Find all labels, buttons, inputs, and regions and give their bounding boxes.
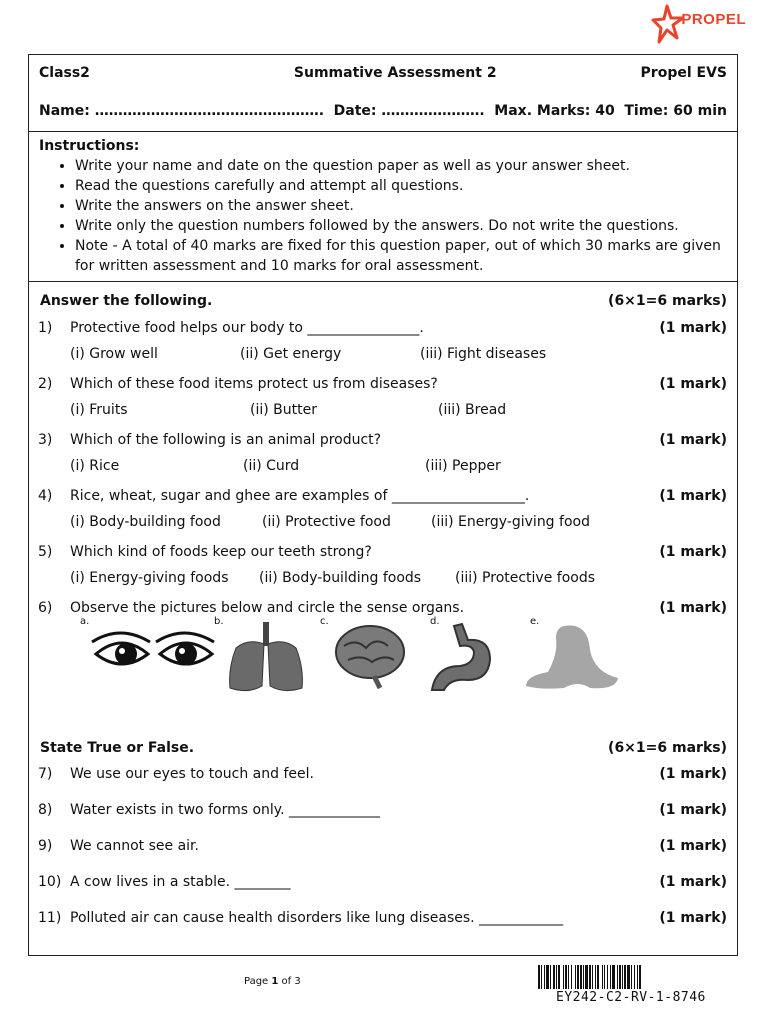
question-number: 11) bbox=[38, 910, 62, 926]
question-number: 3) bbox=[38, 432, 53, 448]
option: (ii) Butter bbox=[250, 402, 317, 418]
option: (i) Fruits bbox=[70, 402, 128, 418]
question-text: Which of the following is an animal product? bbox=[70, 432, 382, 448]
section-marks: (6×1=6 marks) bbox=[608, 740, 727, 756]
question-text: Observe the pictures below and circle the sense organs. bbox=[70, 600, 465, 616]
section-marks: (6×1=6 marks) bbox=[608, 293, 727, 309]
question-number: 8) bbox=[38, 802, 53, 818]
section-true-false bbox=[29, 740, 737, 926]
question-mark: (1 mark) bbox=[659, 874, 727, 890]
instruction-item: • Read the questions carefully and attempt all questions. bbox=[75, 176, 727, 196]
stomach-icon bbox=[432, 624, 490, 690]
question-text: We use our eyes to touch and feel. bbox=[70, 766, 314, 782]
question-text: Water exists in two forms only. _____________ bbox=[70, 802, 380, 818]
page-prefix: Page bbox=[244, 976, 272, 987]
nose-icon bbox=[526, 626, 618, 689]
paper-code: EY242-C2-RV-1-8746 bbox=[556, 990, 706, 1005]
time-limit: Time: 60 min bbox=[624, 103, 727, 119]
question-mark: (1 mark) bbox=[659, 320, 727, 336]
question bbox=[29, 874, 737, 890]
brand-name: PROPEL bbox=[681, 10, 746, 28]
option: (iii) Energy-giving food bbox=[431, 514, 590, 530]
question bbox=[29, 544, 737, 590]
page-indicator bbox=[244, 976, 301, 987]
picture-label: d. bbox=[430, 616, 440, 627]
option: (i) Rice bbox=[70, 458, 120, 474]
page-number: 1 bbox=[271, 976, 279, 987]
question-mark: (1 mark) bbox=[659, 600, 727, 616]
paper-title: Summative Assessment 2 bbox=[293, 65, 497, 81]
class-label: Class2 bbox=[39, 65, 90, 81]
option: (iii) Fight diseases bbox=[420, 346, 547, 362]
question-text: A cow lives in a stable. ________ bbox=[70, 874, 291, 890]
question-text: Which kind of foods keep our teeth strong? bbox=[70, 544, 372, 560]
question bbox=[29, 432, 737, 478]
instruction-item: • Note - A total of 40 marks are fixed for this question paper, out of which 30 marks are given for written assessment and 10 marks for oral assessment. bbox=[75, 236, 727, 276]
section-title: Answer the following. bbox=[40, 293, 213, 309]
option: (iii) Protective foods bbox=[455, 570, 596, 586]
date-field: Date: …………………. bbox=[333, 103, 485, 119]
instruction-item: • Write the answers on the answer sheet. bbox=[75, 196, 727, 216]
question-mark: (1 mark) bbox=[659, 488, 727, 504]
question bbox=[29, 488, 737, 534]
page-suffix: of 3 bbox=[278, 976, 301, 987]
max-marks: Max. Marks: 40 bbox=[494, 103, 615, 119]
barcode bbox=[538, 965, 744, 989]
question bbox=[29, 600, 737, 696]
exam-paper bbox=[28, 54, 738, 956]
eyes-icon bbox=[92, 633, 214, 665]
question-text: Rice, wheat, sugar and ghee are examples of ___________________. bbox=[70, 488, 530, 504]
question-mark: (1 mark) bbox=[659, 838, 727, 854]
instructions-heading: Instructions: bbox=[39, 138, 140, 154]
propel-logo bbox=[651, 4, 746, 44]
question-mark: (1 mark) bbox=[659, 802, 727, 818]
option: (ii) Curd bbox=[243, 458, 300, 474]
option: (iii) Bread bbox=[438, 402, 507, 418]
option: (ii) Get energy bbox=[240, 346, 342, 362]
star-icon bbox=[651, 4, 685, 44]
question-number: 1) bbox=[38, 320, 53, 336]
option: (iii) Pepper bbox=[425, 458, 501, 474]
question-text: Polluted air can cause health disorders like lung diseases. ____________ bbox=[70, 910, 564, 926]
question-number: 10) bbox=[38, 874, 62, 890]
question-text: Protective food helps our body to ________________. bbox=[70, 320, 424, 336]
section-answer-following bbox=[29, 282, 737, 696]
instruction-item: • Write only the question numbers followed by the answers. Do not write the questions. bbox=[75, 216, 727, 236]
name-field: Name: …………………………………………. bbox=[39, 103, 325, 119]
question-text: We cannot see air. bbox=[70, 838, 199, 854]
picture-label: a. bbox=[80, 616, 90, 627]
paper-header bbox=[29, 55, 737, 132]
question bbox=[29, 376, 737, 422]
section-title: State True or False. bbox=[40, 740, 195, 756]
brain-icon bbox=[336, 626, 404, 688]
option: (i) Grow well bbox=[70, 346, 158, 362]
picture-label: c. bbox=[320, 616, 329, 627]
question bbox=[29, 766, 737, 782]
option: (ii) Body-building foods bbox=[259, 570, 422, 586]
option: (ii) Protective food bbox=[262, 514, 391, 530]
picture-label: e. bbox=[530, 616, 540, 627]
subject-label: Propel EVS bbox=[640, 65, 727, 81]
question-mark: (1 mark) bbox=[659, 544, 727, 560]
question-number: 5) bbox=[38, 544, 53, 560]
option: (i) Energy-giving foods bbox=[70, 570, 229, 586]
question-text: Which of these food items protect us from diseases? bbox=[70, 376, 438, 392]
question-number: 9) bbox=[38, 838, 53, 854]
question-mark: (1 mark) bbox=[659, 432, 727, 448]
instructions-box bbox=[29, 132, 737, 282]
question bbox=[29, 910, 737, 926]
instruction-item: • Write your name and date on the question paper as well as your answer sheet. bbox=[75, 156, 727, 176]
sense-organ-pictures bbox=[70, 616, 737, 696]
question-mark: (1 mark) bbox=[659, 910, 727, 926]
question-mark: (1 mark) bbox=[659, 766, 727, 782]
lungs-icon bbox=[230, 622, 303, 691]
question-number: 2) bbox=[38, 376, 53, 392]
question bbox=[29, 320, 737, 366]
picture-label: b. bbox=[214, 616, 224, 627]
question bbox=[29, 838, 737, 854]
question-mark: (1 mark) bbox=[659, 376, 727, 392]
question-number: 7) bbox=[38, 766, 53, 782]
question-number: 4) bbox=[38, 488, 53, 504]
question bbox=[29, 802, 737, 818]
question-number: 6) bbox=[38, 600, 53, 616]
option: (i) Body-building food bbox=[70, 514, 221, 530]
